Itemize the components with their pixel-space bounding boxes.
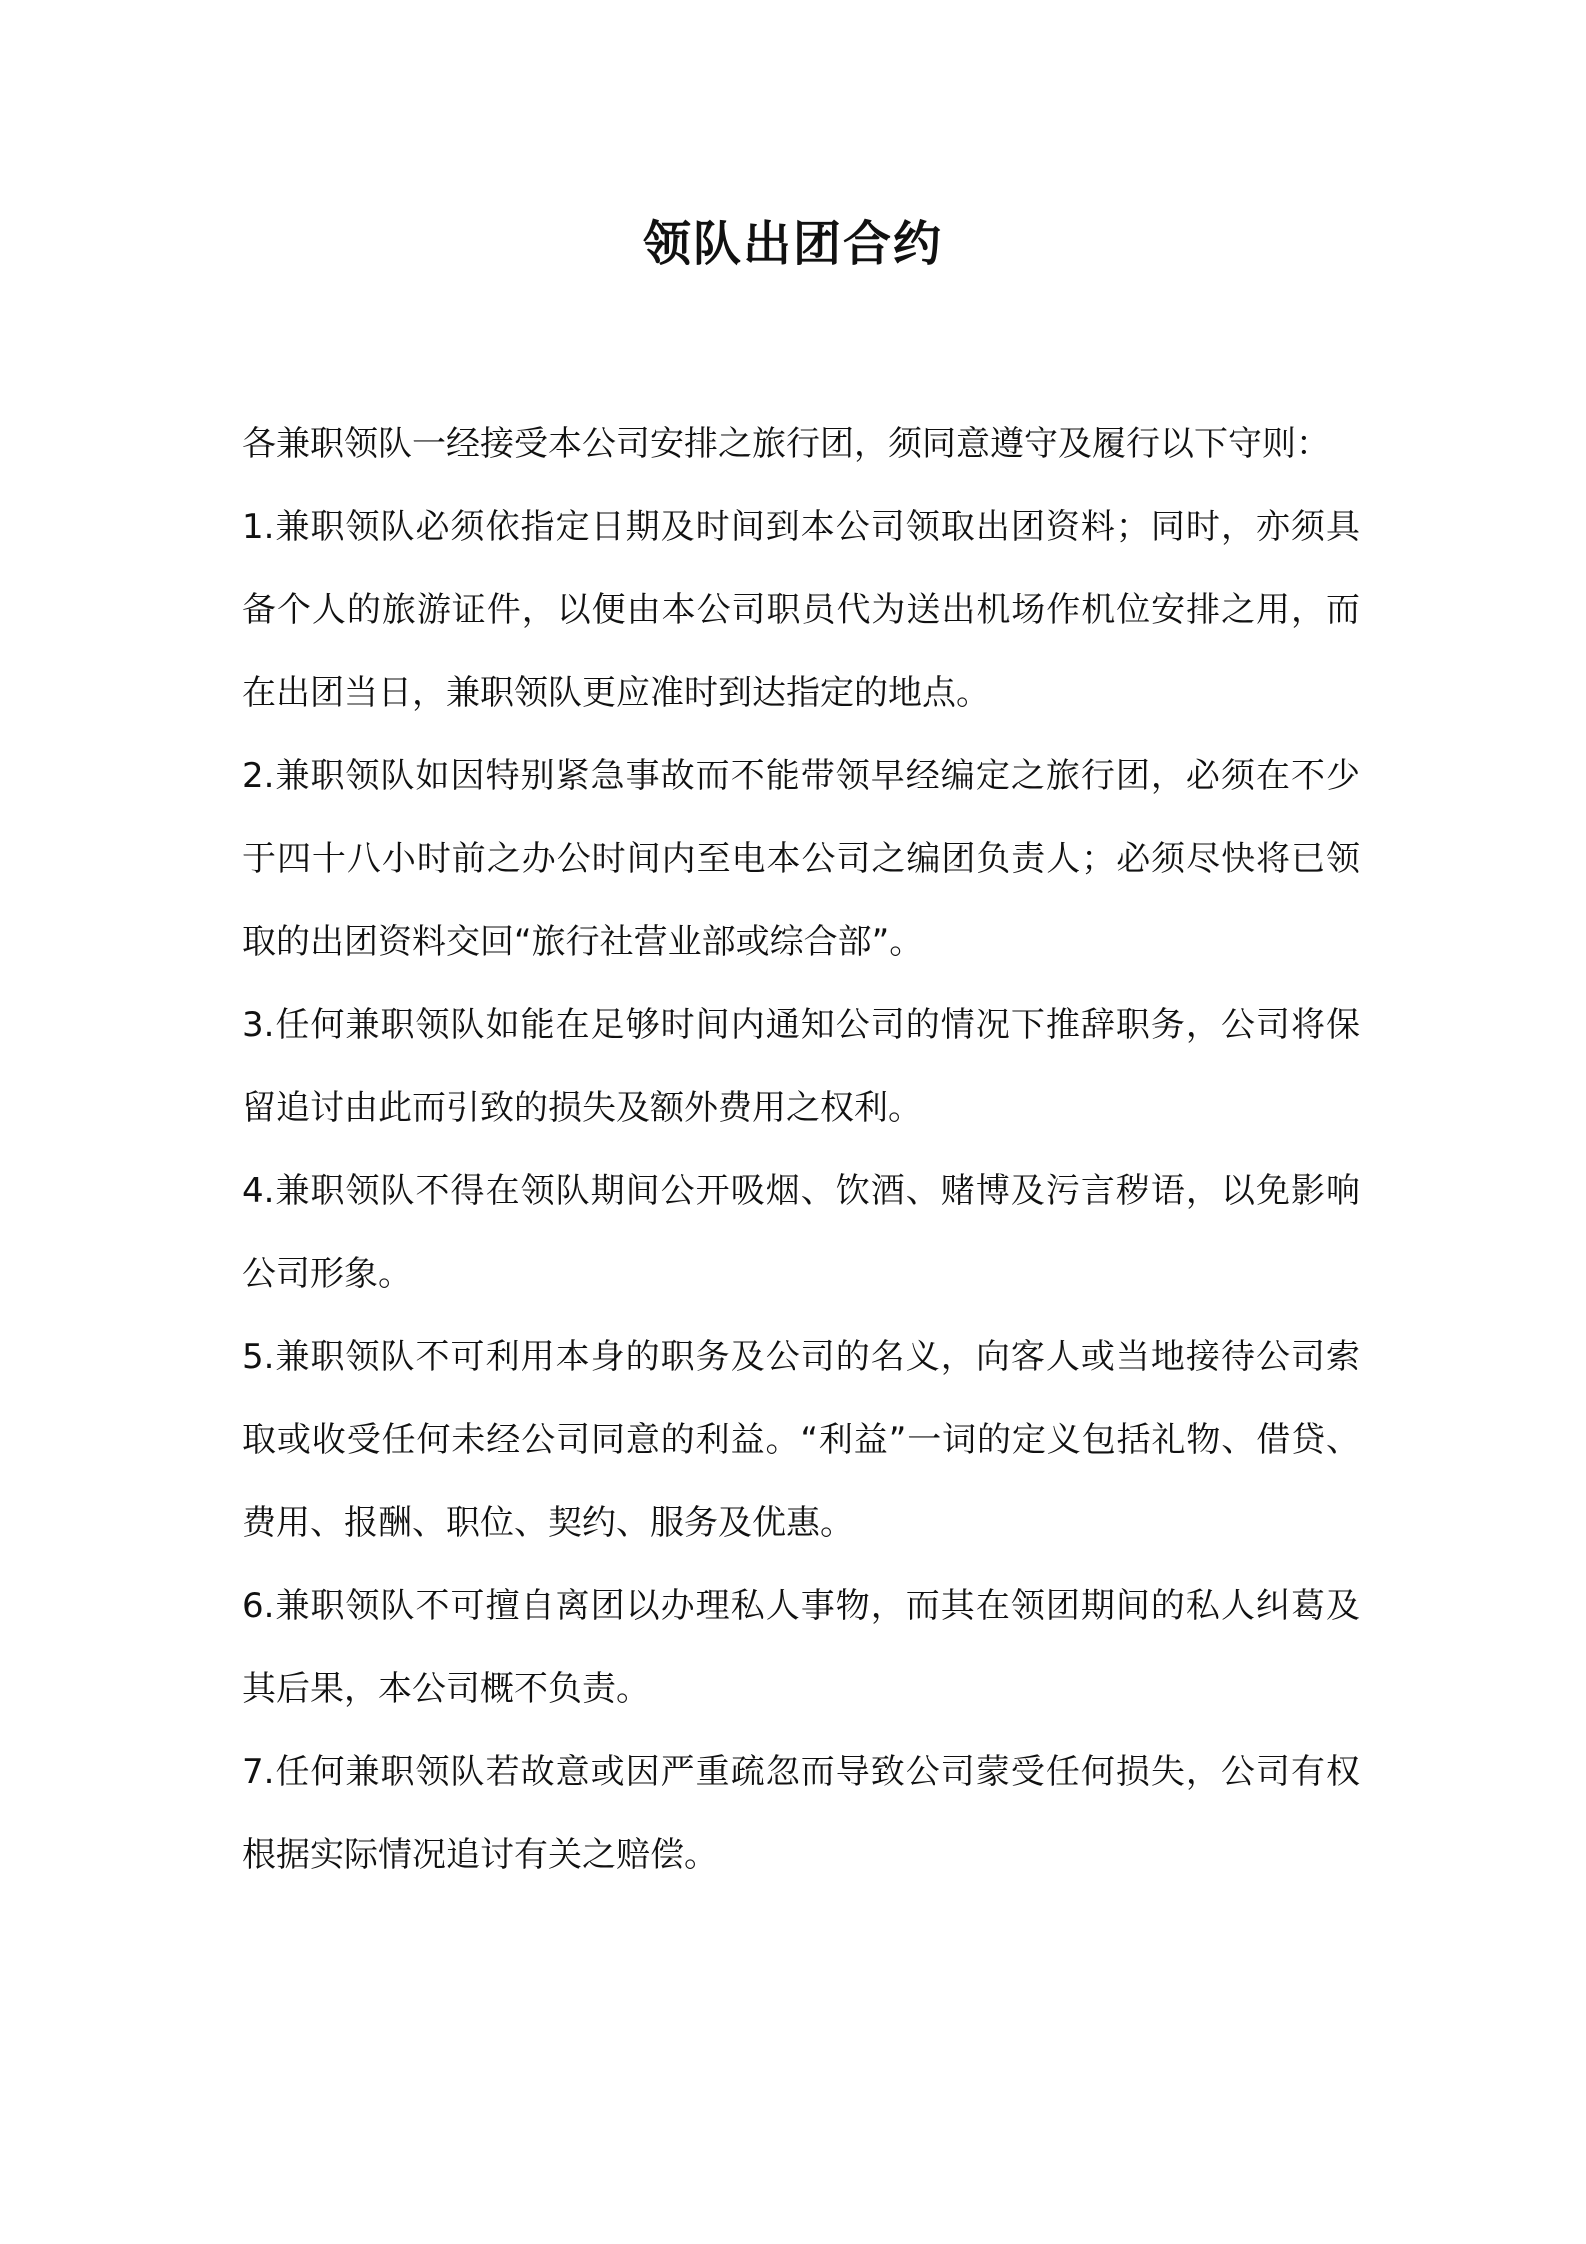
clause-2: 2.兼职领队如因特别紧急事故而不能带领早经编定之旅行团，必须在不少于四十八小时前之办公时间内至电本公司之编团负责人；必须尽快将已领取的出团资料交回“旅行社营业部或综合部”。 bbox=[242, 756, 1360, 962]
clause-7: 7.任何兼职领队若故意或因严重疏忽而导致公司蒙受任何损失，公司有权根据实际情况追讨有关之赔偿。 bbox=[242, 1752, 1360, 1875]
clause-5: 5.兼职领队不可利用本身的职务及公司的名义，向客人或当地接待公司索取或收受任何未经公司同意的利益。“利益”一词的定义包括礼物、借贷、费用、报酬、职位、契约、服务及优惠。 bbox=[242, 1337, 1360, 1543]
clause-3: 3.任何兼职领队如能在足够时间内通知公司的情况下推辞职务，公司将保留追讨由此而引致的损失及额外费用之权利。 bbox=[242, 1005, 1360, 1128]
clause-6: 6.兼职领队不可擅自离团以办理私人事物，而其在领团期间的私人纠葛及其后果，本公司概不负责。 bbox=[242, 1586, 1360, 1709]
clause-4: 4.兼职领队不得在领队期间公开吸烟、饮酒、赌博及污言秽语，以免影响公司形象。 bbox=[242, 1171, 1360, 1294]
intro-paragraph: 各兼职领队一经接受本公司安排之旅行团，须同意遵守及履行以下守则： bbox=[242, 424, 1330, 464]
clause-1: 1.兼职领队必须依指定日期及时间到本公司领取出团资料；同时，亦须具备个人的旅游证件，以便由本公司职员代为送出机场作机位安排之用，而在出团当日，兼职领队更应准时到达指定的地点。 bbox=[242, 507, 1360, 713]
document-title: 领队出团合约 bbox=[642, 216, 943, 272]
document-body bbox=[242, 403, 1360, 1897]
